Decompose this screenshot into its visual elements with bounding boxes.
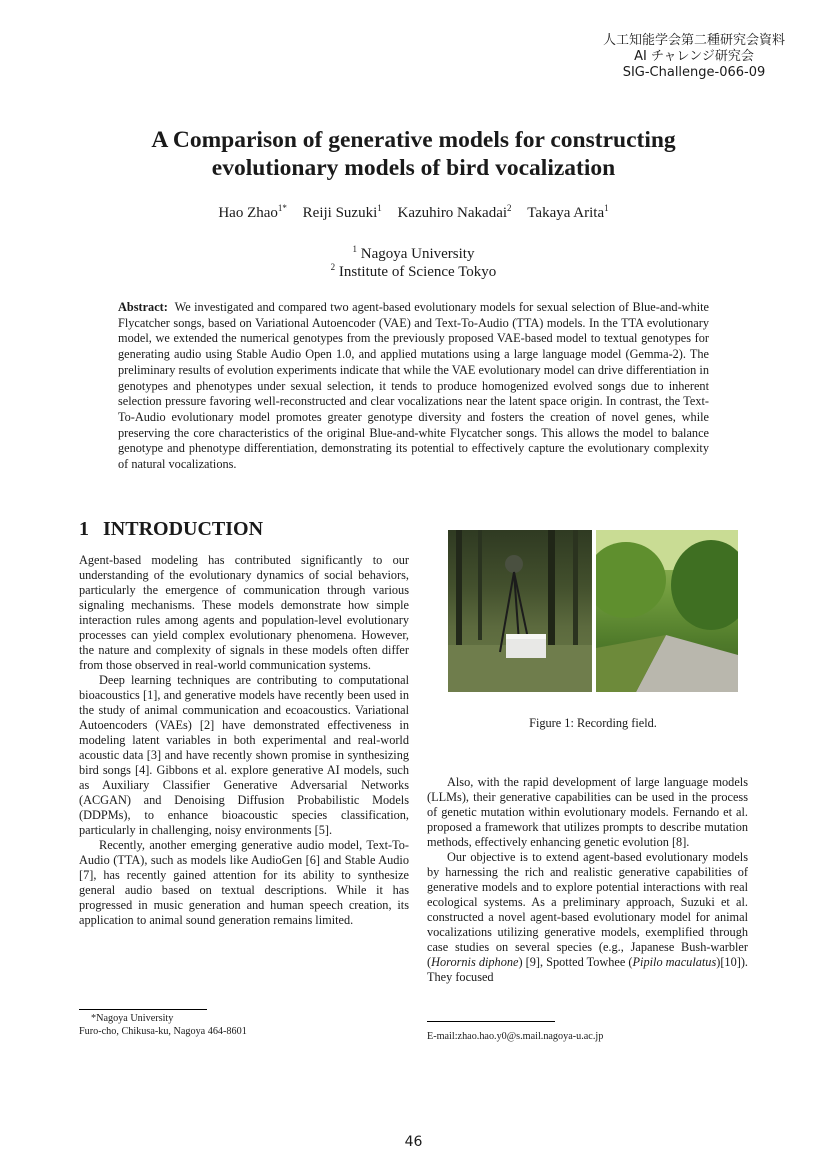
footnote-left <box>79 1013 247 1038</box>
header-line-3: SIG-Challenge-066-09 <box>622 65 766 80</box>
paragraph-text: )[10]). They focused <box>427 955 748 984</box>
section-heading <box>79 518 263 541</box>
right-column <box>427 775 748 985</box>
section-number: 1 <box>79 518 89 540</box>
title-line-2: evolutionary models of bird vocalization <box>211 155 616 181</box>
author-affil-mark: 2 <box>507 203 512 213</box>
footnote-line: Furo-cho, Chikusa-ku, Nagoya 464-8601 <box>79 1025 247 1037</box>
author <box>527 205 608 221</box>
abstract-text: We investigated and compared two agent-based evolutionary models for sexual selection of Blue-and-white Flycatcher songs, based on Variational Autoencoder (VAE) and Text-To-Audio (TTA) models. In the TTA evolutionary model, we extended the numerical genotypes from the previously proposed VAE-based model to textual genotypes for generating audio using Stable Audio Open 1.0, and applied mutations using a large language model (Gemma-2). The preliminary results of evolution experiments indicate that while the VAE evolutionary model can drive differentiation in genotypes and phenotypes under sexual selection, it tends to produce homogenized evolved songs due to inherent selection pressure favoring well-reconstructed and clear vocalizations near the latent space origin. In contrast, the Text-To-Audio evolutionary model promotes greater genotype diversity and fosters the creation of novel genes, while preserving the core characteristics of the original Blue-and-white Flycatcher songs. This allows the model to balance genotype and phenotype differentiation, demonstrating its potential to effectively capture the evolutionary complexity of natural vocalizations. <box>118 300 709 472</box>
affiliation-mark: 2 <box>330 262 336 272</box>
page-number: 46 <box>404 1134 423 1150</box>
affiliation-mark: 1 <box>352 244 357 254</box>
recording-equipment-photo <box>448 530 592 692</box>
affiliations <box>80 245 747 281</box>
forest-road-photo <box>596 530 738 692</box>
affiliation-name: Nagoya University <box>360 246 475 262</box>
workshop-header <box>603 33 785 81</box>
paragraph: Agent-based modeling has contributed significantly to our understanding of the evolutionary dynamics of social behaviors, particularly the emergence of communication through various signaling mechanisms. These models demonstrate how simple interaction rules among agents and population-level evolutionary processes can yield complex evolutionary phenomena. However, the nature and complexity of signals in these models often differ from those observed in real-world communication systems. <box>79 553 409 672</box>
paragraph-text: Our objective is to extend agent-based evolutionary models by harnessing the rich and realistic generative capabilities of generative models and to explore potential interactions with real ecological systems. As a preliminary approach, Suzuki et al. constructed a novel agent-based evolutionary model for animal vocalizations utilizing generative models, exemplified through case studies on several species (e.g., Japanese Bush-warbler ( <box>427 850 748 969</box>
section-title: INTRODUCTION <box>103 518 264 540</box>
author <box>398 205 512 221</box>
author-affil-mark: 1 <box>604 203 609 213</box>
author-name: Hao Zhao <box>218 205 278 221</box>
author <box>303 205 382 221</box>
title-line-1: A Comparison of generative models for constructing <box>151 127 676 153</box>
paragraph: Deep learning techniques are contributing to computational bioacoustics [1], and generative models have recently been used in the study of animal communication and ecoacoustics. Variational Autoencoders (VAEs) [2] have demonstrated effectiveness in modeling latent variables in both experimental and real-world acoustic data [3] and have recently shown promise in synthesizing bird songs [4]. Gibbons et al. explore generative AI models, such as Auxiliary Classifier Generative Adversarial Networks (ACGAN) and Denoising Diffusion Probabilistic Models (DDPMs), to enhance bioacoustic species classification, particularly in challenging, noisy environments [5]. <box>79 673 409 837</box>
affiliation <box>80 245 747 263</box>
author-name: Kazuhiro Nakadai <box>397 205 508 221</box>
affiliation-name: Institute of Science Tokyo <box>338 264 497 280</box>
author-name: Takaya Arita <box>527 205 605 221</box>
footnote-rule-left <box>79 1009 207 1010</box>
paragraph: Also, with the rapid development of large language models (LLMs), their generative capabilities can be used in the process of genetic mutation within evolutionary models. Fernando et al. proposed a framework that utilizes prompts to describe mutation methods, effectively enhancing genetic evolution [8]. <box>427 775 748 849</box>
species-name: Horornis diphone <box>431 955 519 969</box>
author <box>218 205 287 221</box>
footnote-right: E-mail:zhao.hao.y0@s.mail.nagoya-u.ac.jp <box>427 1031 604 1042</box>
paragraph: Recently, another emerging generative audio model, Text-To-Audio (TTA), such as models like AudioGen [6] and Stable Audio [7], has recently gained attention for its ability to synthesize general audio based on textual descriptions. While it has progressed in music generation and human speech creation, its application to animal sound generation remains limited. <box>79 838 409 927</box>
abstract-label: Abstract: <box>118 300 168 314</box>
abstract <box>118 300 709 473</box>
header-line-1: 人工知能学会第二種研究会資料 <box>602 33 785 48</box>
footnote-rule-right <box>427 1021 555 1022</box>
affiliation <box>80 263 747 281</box>
paragraph-text: ) [9], Spotted Towhee ( <box>518 955 633 969</box>
species-name: Pipilo maculatus <box>632 955 717 969</box>
author-affil-mark: 1* <box>277 203 287 213</box>
author-affil-mark: 1 <box>377 203 382 213</box>
header-line-2: AI チャレンジ研究会 <box>634 49 754 64</box>
paragraph <box>427 850 748 985</box>
footnote-line: *Nagoya University <box>91 1013 174 1024</box>
left-column <box>79 553 409 928</box>
author-list <box>80 205 747 222</box>
paper-title <box>80 126 747 182</box>
author-name: Reiji Suzuki <box>302 205 378 221</box>
figure-caption: Figure 1: Recording field. <box>529 716 657 730</box>
